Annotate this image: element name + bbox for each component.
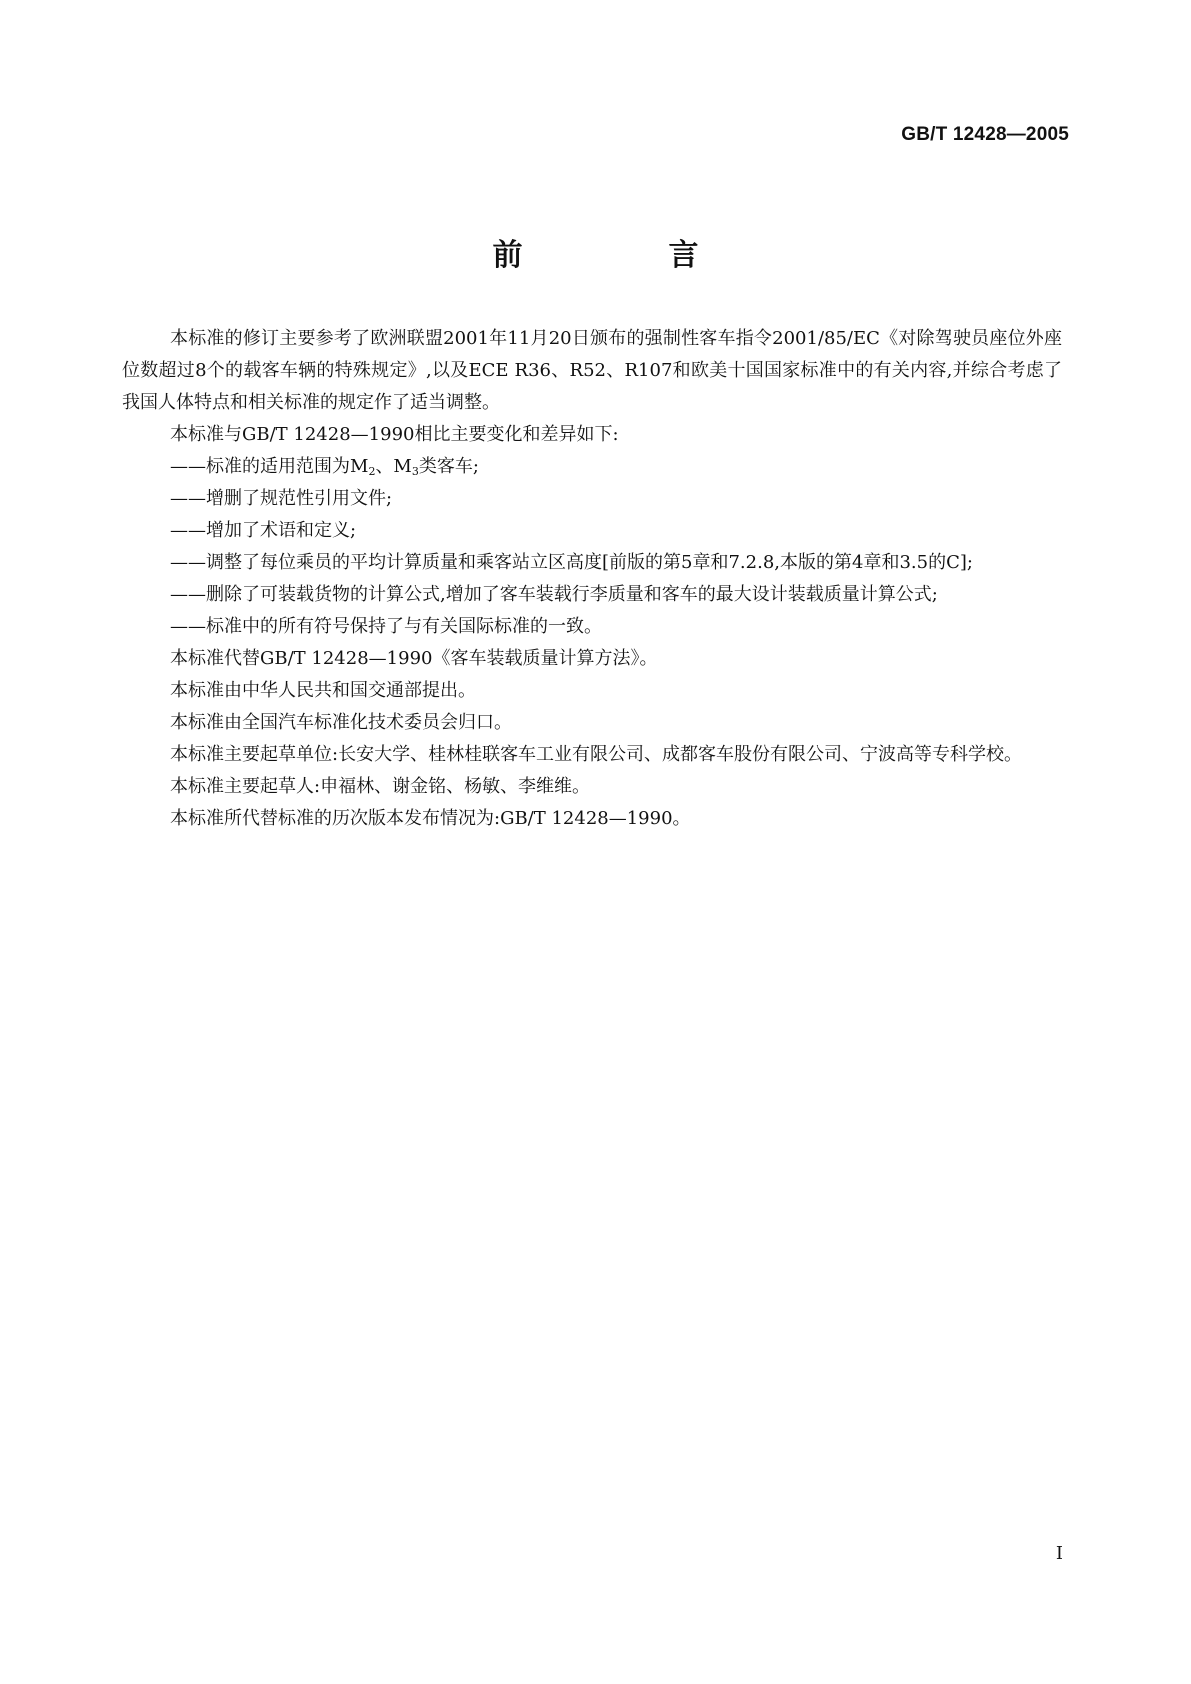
paragraph-replaces: 本标准代替GB/T 12428—1990《客车装载质量计算方法》。	[170, 648, 658, 669]
paragraph-proposed-by: 本标准由中华人民共和国交通部提出。	[170, 680, 476, 701]
standard-code: GB/T 12428—2005	[901, 124, 1069, 145]
change-item-references: ——增删了规范性引用文件;	[170, 488, 393, 509]
paragraph-revision-basis: 本标准的修订主要参考了欧洲联盟2001年11月20日颁布的强制性客车指令2001/85/EC《对除驾驶员座位外座位数超过8个的载客车辆的特殊规定》,以及ECE R36、R52、R107和欧美十国国家标准中的有关内容,并综合考虑了我国人体特点和相关标准的规定作了适当调整。	[122, 328, 1062, 413]
change-item-terms: ——增加了术语和定义;	[170, 520, 357, 541]
change-item-symbols: ——标准中的所有符号保持了与有关国际标准的一致。	[170, 616, 602, 637]
change-item-scope-separator: 、M	[375, 456, 412, 477]
subscript-2: 2	[368, 465, 376, 478]
change-item-scope-end: 类客车;	[418, 456, 479, 477]
paragraph-changes-intro: 本标准与GB/T 12428—1990相比主要变化和差异如下:	[170, 424, 619, 445]
change-item-scope	[122, 451, 1062, 483]
preface-body	[122, 323, 1062, 835]
change-item-mass-height: ——调整了每位乘员的平均计算质量和乘客站立区高度[前版的第5章和7.2.8,本版的第4章和3.5的C];	[170, 552, 973, 573]
page-number: I	[1055, 1543, 1063, 1564]
paragraph-drafters: 本标准主要起草人:申福林、谢金铭、杨敏、李维维。	[170, 776, 591, 797]
paragraph-centralized-by: 本标准由全国汽车标准化技术委员会归口。	[170, 712, 512, 733]
change-item-scope-text: ——标准的适用范围为M	[170, 456, 369, 477]
subscript-3: 3	[411, 465, 419, 478]
paragraph-drafting-units: 本标准主要起草单位:长安大学、桂林桂联客车工业有限公司、成都客车股份有限公司、宁波高等专科学校。	[170, 744, 1023, 765]
change-item-formulas: ——删除了可装载货物的计算公式,增加了客车装载行李质量和客车的最大设计装载质量计算公式;	[170, 584, 938, 605]
page-title: 前 言	[492, 238, 757, 273]
paragraph-version-history: 本标准所代替标准的历次版本发布情况为:GB/T 12428—1990。	[170, 808, 691, 829]
